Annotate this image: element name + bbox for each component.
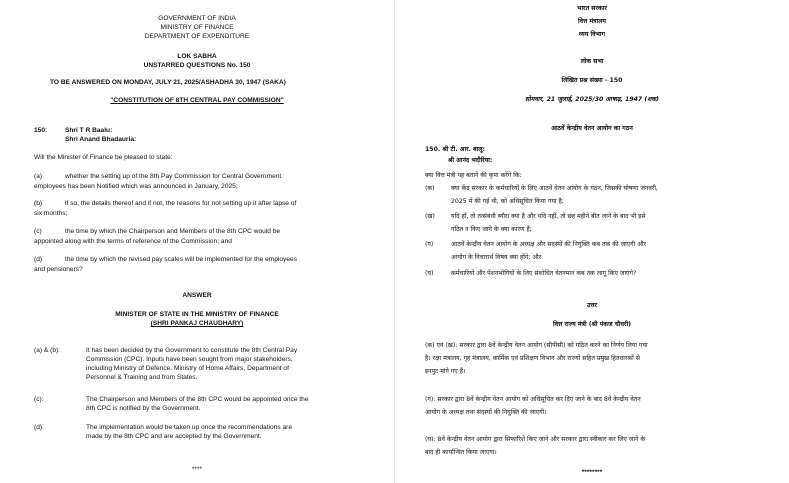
a-text-d-1: The implementation would be taken up once the recommendations are	[86, 424, 292, 431]
hi-q-label-ka: (क)	[425, 185, 435, 192]
hi-answer-ab-1: (क) एवं (ख): सरकार द्वारा 8वें केन्द्रीय वेतन आयोग (सीपीसी) को गठित करने का निर्णय लिया गया	[425, 342, 648, 349]
house-name: LOK SABHA	[177, 53, 217, 60]
minister-name: (SHRI PANKAJ CHAUDHARY)	[150, 320, 244, 327]
q-text-d-2: and pensioners?	[34, 266, 83, 273]
minister-title: MINISTER OF STATE IN THE MINISTRY OF FINANCE	[115, 311, 279, 318]
q-label-a: (a)	[34, 173, 43, 180]
hi-member-2: श्री आनंद भदौरिया:	[448, 157, 493, 164]
hi-q-text-ka-1: क्या केंद्र सरकार के कर्मचारियों के लिए आठवें वेतन आयोग के गठन, जिसकी घोषणा जनवरी,	[451, 185, 658, 192]
question-number: UNSTARRED QUESTIONS No. 150	[143, 62, 251, 69]
a-text-c-1: The Chairperson and Members of the 8th CPC would be appointed once the	[86, 396, 309, 403]
hi-q-text-kha-2: गठित न किए जाने के क्या कारण हैं;	[451, 226, 532, 233]
header-line-1: GOVERNMENT OF INDIA	[158, 15, 236, 22]
hi-answer-c-2: आयोग के अध्यक्ष तथा सदस्यों की नियुक्ति की जाएगी।	[425, 409, 547, 416]
header-line-3: DEPARTMENT OF EXPENDITURE	[144, 33, 250, 40]
hi-header-line-1: भारत सरकार	[577, 5, 607, 12]
a-text-c-2: 8th CPC is notified by the Government.	[86, 405, 201, 412]
a-text-ab-1: It has been decided by the Government to constitute the 8th Central Pay	[86, 347, 298, 354]
hi-minister: वित्त राज्य मंत्री (श्री पंकज चौधरी)	[552, 321, 632, 328]
q-text-d-1: the time by which the revised pay scales will be implemented for the employees	[65, 256, 297, 263]
a-text-ab-2: Commission (CPC). Inputs have been sought from major stakeholders,	[86, 356, 293, 363]
a-text-ab-4: Personnel & Training and from States.	[86, 374, 198, 381]
hi-q-label-kha: (ख)	[425, 213, 435, 220]
hi-answer-date: सोमवार, 21 जुलाई, 2025/30 आषाढ़, 1947 (शक)	[525, 96, 659, 103]
answer-heading: ANSWER	[182, 292, 212, 299]
english-page	[0, 0, 394, 483]
hi-q-text-ga-2: आयोग के विचारार्थ विषय क्या होंगे; और	[451, 254, 542, 261]
hi-q-text-kha-1: यदि हाँ, तो तत्संबंधी ब्यौरा क्या है और यदि नहीं, तो छह महीने बीत जाने के बाद भी इसे	[451, 213, 646, 220]
hi-answer-ab-2: है। रक्षा मंत्रालय, गृह मंत्रालय, कार्मिक एवं प्रशिक्षण विभाग और राज्यों सहित प्रमुख हितधारकों से	[425, 355, 640, 362]
q-label-d: (d)	[34, 256, 43, 263]
hi-end-mark: ********	[581, 469, 603, 476]
a-text-ab-3: including Ministry of Defence, Ministry of Home Affairs, Department of	[86, 365, 289, 372]
hi-q-text-ga-1: आठवें केन्द्रीय वेतन आयोग के अध्यक्ष और सदस्यों की नियुक्ति कब तक की जाएगी और	[451, 241, 647, 248]
q-number: 150:	[34, 127, 48, 134]
hi-answer-c-1: (ग): सरकार द्वारा 8वें केन्द्रीय वेतन आयोग को अधिसूचित कर दिए जाने के बाद 8वें केन्द्रीय वेतन	[425, 396, 641, 403]
hi-q-label-ga: (ग)	[425, 241, 434, 248]
a-label-d: (d):	[34, 424, 44, 431]
q-label-c: (c)	[34, 228, 42, 235]
hi-answer-d-2: बाद ही कार्यान्वित किया जाएगा।	[425, 449, 497, 456]
a-text-d-2: made by the 8th CPC and are accepted by the Government.	[86, 433, 262, 440]
hi-question-intro: क्या वित्त मंत्री यह बताने की कृपा करेंगे कि:	[425, 172, 522, 179]
hi-q-text-gha-1: कर्मचारियों और पेंशनभोगियों के लिए संशोधित वेतनमान कब तक लागू किए जाएंगे?	[451, 270, 637, 277]
member-1: Shri T R Baalu:	[65, 127, 113, 134]
hi-answer-d-1: (घ): 8वें केन्द्रीय वेतन आयोग द्वारा सिफारिशें किए जाने और सरकार द्वारा स्वीकार कर लिए जाने के	[425, 436, 646, 443]
question-intro: Will the Minister of Finance be pleased to state:	[34, 154, 173, 161]
q-text-c-2: appointed along with the terms of reference of the Commission; and	[34, 238, 232, 245]
hindi-page	[395, 0, 789, 483]
hi-house-name: लोक सभा	[580, 58, 604, 65]
a-label-ab: (a) & (b):	[34, 347, 61, 354]
q-label-b: (b)	[34, 200, 43, 207]
hi-answer-ab-3: इनपुट मांगे गए हैं।	[425, 368, 466, 375]
answer-date: TO BE ANSWERED ON MONDAY, JULY 21, 2025/ASHADHA 30, 1947 (SAKA)	[50, 79, 286, 86]
hi-q-label-gha: (घ)	[425, 270, 434, 277]
q-text-a-1: whether the setting up of the 8th Pay Commission for Central Government	[65, 173, 282, 180]
hi-header-line-3: व्यय विभाग	[579, 31, 605, 38]
hi-answer-heading: उत्तर	[586, 302, 598, 309]
hi-q-text-ka-2: 2025 में की गई थी, को अधिसूचित किया गया है;	[451, 198, 564, 205]
subject-title: "CONSTITUTION OF 8TH CENTRAL PAY COMMISSION"	[110, 97, 284, 104]
hi-question-number: लिखित प्रश्न संख्या - 150	[561, 77, 623, 84]
end-mark: ****	[191, 466, 203, 473]
a-label-c: (c):	[34, 396, 44, 403]
q-text-a-2: employees has been Notified which was announced in January, 2025;	[34, 183, 238, 190]
member-2: Shri Anand Bhadauria:	[65, 136, 137, 143]
q-text-c-1: the time by which the Chairperson and Members of the 8th CPC would be	[65, 228, 281, 235]
hi-header-line-2: वित्त मंत्रालय	[578, 18, 606, 25]
q-text-b-2: six months;	[34, 210, 68, 217]
header-line-2: MINISTRY OF FINANCE	[160, 24, 234, 31]
hi-subject-title: आठवें केन्द्रीय वेतन आयोग का गठन	[551, 125, 633, 132]
hi-q-number: 150. श्री टी. आर. बालू:	[425, 146, 485, 153]
q-text-b-1: if so, the details thereof and if not, the reasons for not setting up it after lapse of	[65, 200, 297, 207]
